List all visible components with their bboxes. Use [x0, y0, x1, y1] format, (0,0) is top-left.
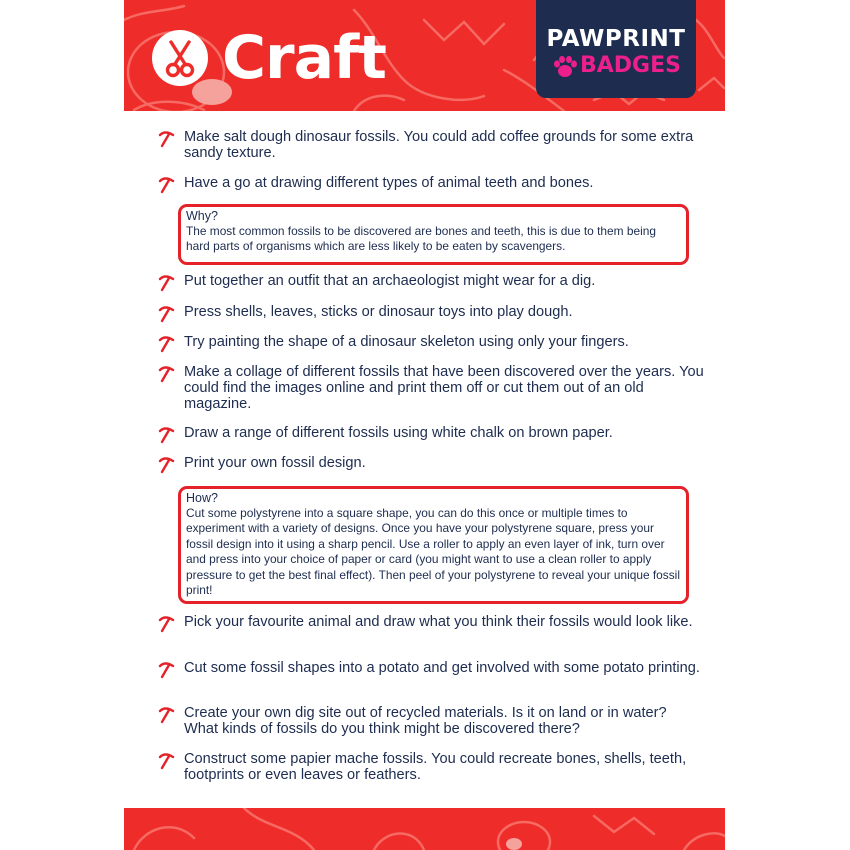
why-box: [178, 204, 689, 265]
page: [124, 0, 725, 850]
paw-icon: [552, 55, 578, 79]
list-item: [184, 455, 704, 471]
brand-badge: [536, 0, 696, 98]
item-text: Cut some fossil shapes into a potato and get involved with some potato printing.: [184, 660, 700, 676]
how-body: Cut some polystyrene into a square shape, you can do this once or multiple times to experiment with a variety of designs. Once you have your polystyrene square, press your fossil design into it using a sharp pencil. Use a roller to apply an even layer of ink, turn over and press into your choice of paper or card (you might want to use a clean roller to apply pressure to get the best final effect). Then peel of your polystyrene to reveal your unique fossil print!: [186, 506, 680, 598]
brand-line-2: BADGES: [580, 53, 681, 78]
list-item: [184, 129, 704, 161]
list-item: [184, 273, 704, 289]
pickaxe-icon: [156, 660, 176, 680]
list-item: [184, 614, 704, 630]
list-item: [184, 705, 704, 737]
brand-line-1: PAWPRINT: [546, 26, 686, 52]
item-text: Create your own dig site out of recycled materials. Is it on land or in water? What kinds of fossils do you think might be discovered there?: [184, 705, 667, 737]
how-heading: How?: [186, 491, 218, 505]
pickaxe-icon: [156, 751, 176, 771]
pickaxe-icon: [156, 425, 176, 445]
item-text: Press shells, leaves, sticks or dinosaur toys into play dough.: [184, 304, 573, 320]
list-item: [184, 660, 704, 676]
pickaxe-icon: [156, 273, 176, 293]
item-text: Have a go at drawing different types of animal teeth and bones.: [184, 175, 594, 191]
pickaxe-icon: [156, 614, 176, 634]
why-heading: Why?: [186, 209, 218, 223]
list-item: [184, 334, 704, 350]
pickaxe-icon: [156, 705, 176, 725]
list-item: [184, 425, 704, 441]
item-text: Print your own fossil design.: [184, 455, 366, 471]
item-text: Make salt dough dinosaur fossils. You could add coffee grounds for some extra sandy texture.: [184, 129, 694, 161]
pickaxe-icon: [156, 175, 176, 195]
footer-banner: [124, 808, 725, 850]
craft-logo: [152, 30, 208, 86]
how-box: [178, 486, 689, 604]
item-text: Make a collage of different fossils that have been discovered over the years. You could find the images online and print them off or cut them out of an old magazine.: [184, 364, 704, 412]
item-text: Put together an outfit that an archaeologist might wear for a dig.: [184, 273, 596, 289]
list-item: [184, 751, 704, 783]
pickaxe-icon: [156, 304, 176, 324]
list-item: [184, 175, 704, 191]
pickaxe-icon: [156, 364, 176, 384]
pickaxe-icon: [156, 129, 176, 149]
item-text: Pick your favourite animal and draw what you think their fossils would look like.: [184, 614, 693, 630]
header-banner: [124, 0, 725, 111]
scissors-icon: [152, 30, 208, 86]
pickaxe-icon: [156, 455, 176, 475]
item-text: Try painting the shape of a dinosaur skeleton using only your fingers.: [184, 334, 629, 350]
list-item: [184, 364, 704, 412]
page-title: Craft: [222, 23, 386, 93]
list-item: [184, 304, 704, 320]
pickaxe-icon: [156, 334, 176, 354]
why-body: The most common fossils to be discovered are bones and teeth, this is due to them being hard parts of organisms which are less likely to be eaten by scavengers.: [186, 224, 656, 254]
item-text: Construct some papier mache fossils. You could recreate bones, shells, teeth, footprints or even leaves or feathers.: [184, 751, 687, 783]
item-text: Draw a range of different fossils using white chalk on brown paper.: [184, 425, 613, 441]
dinosaur-doodle-icon: [124, 808, 725, 850]
